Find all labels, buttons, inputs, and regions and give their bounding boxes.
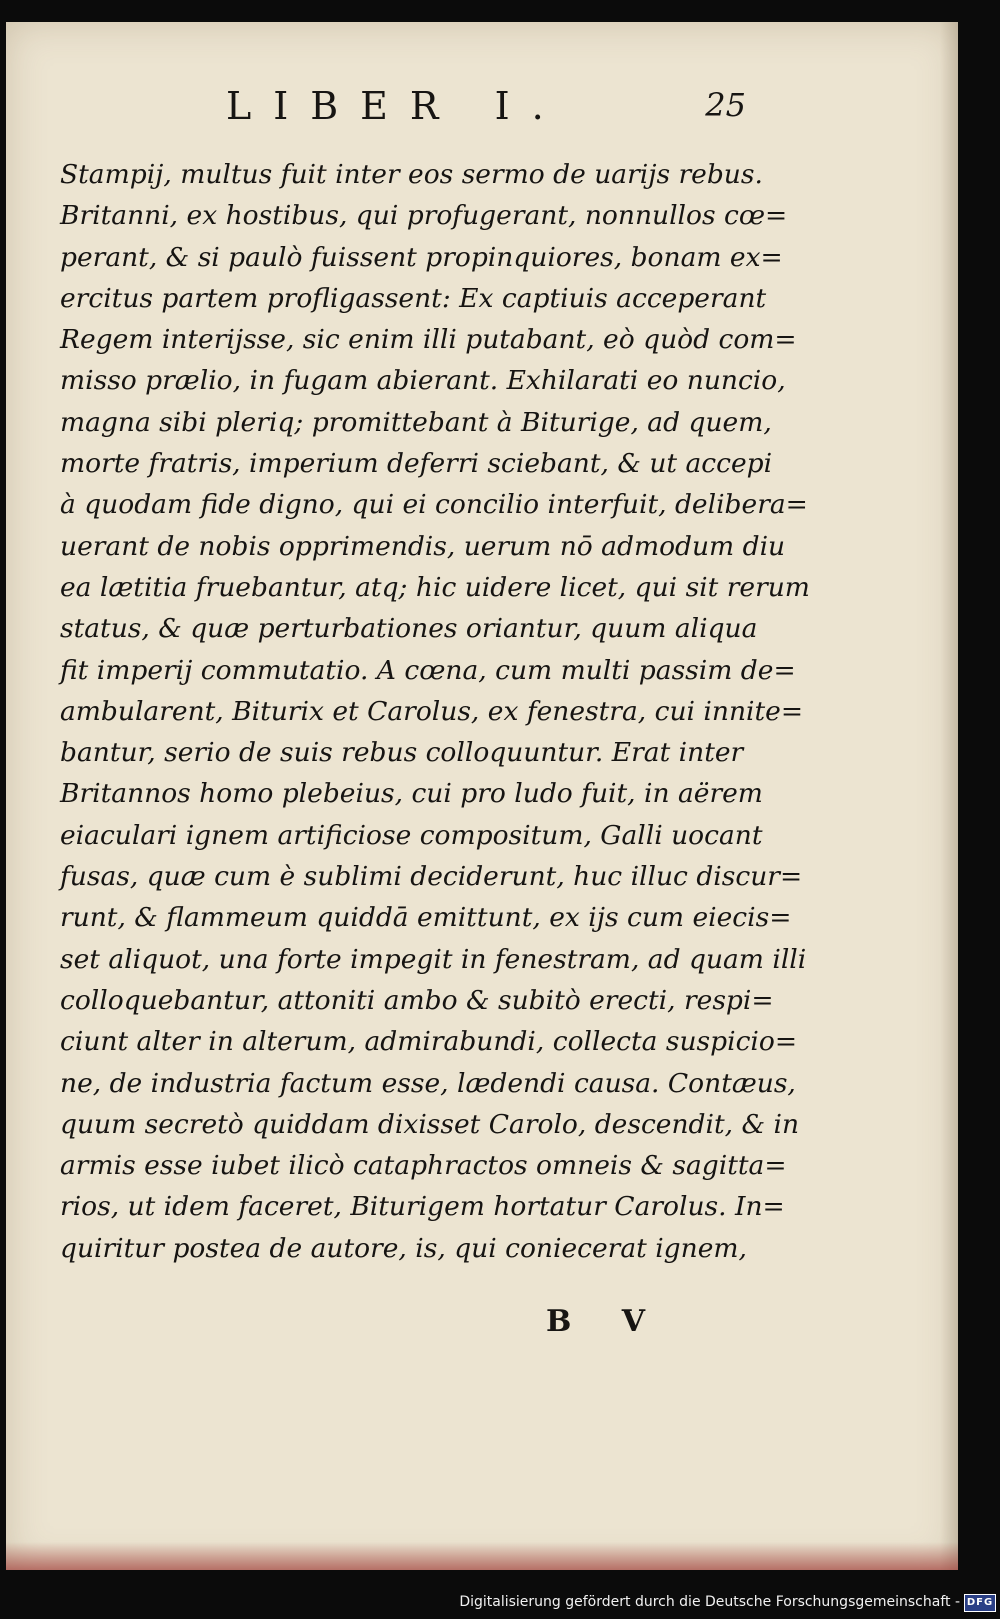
text-line: quiritur postea de autore, is, qui coniecerat ignem, [60,1232,747,1264]
text-line: ea lætitia fruebantur, atq; hic uidere licet, qui sit rerum [60,571,810,603]
text-line: Regem interijsse, sic enim illi putabant, eò quòd com= [60,324,797,356]
dfg-logo: DFG [964,1594,996,1612]
page-edge-shadow [940,22,958,1570]
running-head-title: LIBER I. [226,84,566,128]
page-number: 25 [705,86,746,124]
text-line: runt, & flammeum quiddā emittunt, ex ijs cum eiecis= [60,902,792,934]
text-line: morte fratris, imperium deferri sciebant, & ut accepi [60,448,773,480]
text-line: misso prælio, in fugam abierant. Exhilarati eo nuncio, [60,365,786,397]
text-line: bantur, serio de suis rebus colloquuntur. Erat inter [60,737,744,769]
text-line: colloquebantur, attoniti ambo & subitò erecti, respi= [60,984,774,1016]
text-line: status, & quæ perturbationes oriantur, quum aliqua [60,613,758,645]
footer-bar [0,1588,1000,1619]
text-line: perant, & si paulò fuissent propinquiores, bonam ex= [60,241,783,273]
text-line: fusas, quæ cum è sublimi deciderunt, huc illuc discur= [60,861,803,893]
signature-mark: B V [546,1304,666,1339]
text-line: Britanni, ex hostibus, qui profugerant, nonnullos cœ= [60,200,788,232]
text-line: Britannos homo plebeius, cui pro ludo fuit, in aërem [60,778,763,810]
text-line: set aliquot, una forte impegit in fenestram, ad quam illi [60,943,807,975]
text-line: uerant de nobis opprimendis, uerum nō admodum diu [60,530,786,562]
text-line: magna sibi pleriq; promittebant à Biturige, ad quem, [60,406,772,438]
text-line: ciunt alter in alterum, admirabundi, collecta suspicio= [60,1026,798,1058]
text-line: quum secretò quiddam dixisset Carolo, descendit, & in [60,1108,800,1140]
page-bottom-edge [6,1542,958,1570]
text-line: ne, de industria factum esse, lædendi causa. Contæus, [60,1067,796,1099]
text-line: rios, ut idem faceret, Biturigem hortatur Carolus. In= [60,1191,785,1223]
footer-credit: Digitalisierung gefördert durch die Deutsche Forschungsgemeinschaft - [459,1594,960,1610]
text-line: Stampij, multus fuit inter eos sermo de uarijs rebus. [60,159,763,190]
body-text [60,154,810,1269]
text-line: armis esse iubet ilicò cataphractos omneis & sagitta= [60,1150,787,1182]
text-line: à quodam fide digno, qui ei concilio interfuit, delibera= [60,489,808,521]
running-head [226,84,746,144]
text-line: fit imperij commutatio. A cœna, cum multi passim de= [60,654,796,686]
text-line: ambularent, Biturix et Carolus, ex fenestra, cui innite= [60,695,804,727]
text-line: ercitus partem profligassent: Ex captiuis acceperant [60,282,767,314]
text-line: eiaculari ignem artificiose compositum, Galli uocant [60,819,763,851]
book-page [6,22,958,1570]
